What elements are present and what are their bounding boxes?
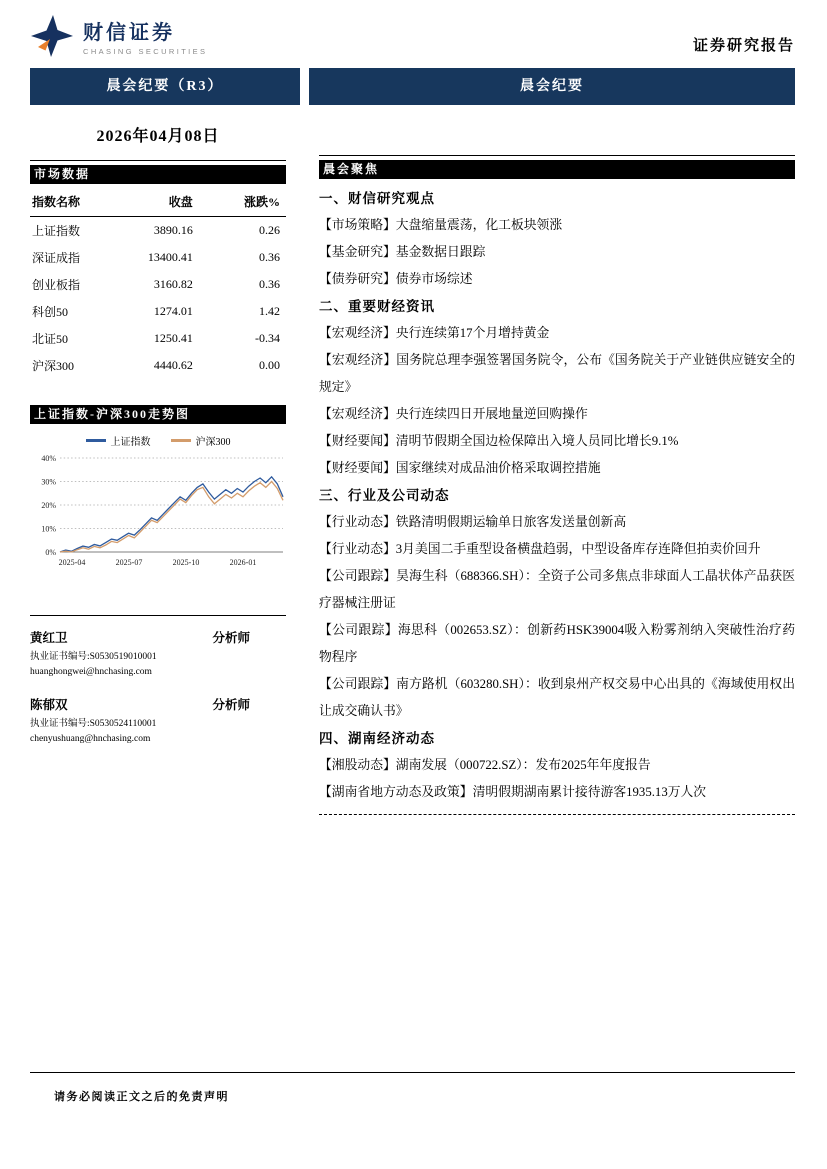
market-cell: 3890.16 bbox=[153, 223, 193, 237]
focus-item: 【公司跟踪】海思科（002653.SZ）：创新药HSK39004吸入粉雾剂纳入突破性治疗药物程序 bbox=[319, 623, 795, 664]
focus-item: 【行业动态】3月美国二手重型设备横盘趋弱，中型设备库存连降但拍卖价回升 bbox=[319, 542, 761, 556]
legend-swatch bbox=[171, 439, 191, 442]
market-table-row bbox=[30, 325, 286, 352]
focus-item: 【基金研究】基金数据日跟踪 bbox=[319, 245, 486, 259]
svg-text:0%: 0% bbox=[45, 547, 56, 557]
focus-item: 【市场策略】大盘缩量震荡，化工板块领涨 bbox=[319, 218, 563, 232]
focus-content bbox=[319, 185, 795, 806]
focus-item: 【公司跟踪】南方路机（603280.SH）：收到泉州产权交易中心出具的《海域使用权出让成交确认书》 bbox=[319, 677, 795, 718]
market-table-row bbox=[30, 271, 286, 298]
focus-section-heading: 四、湖南经济动态 bbox=[319, 731, 435, 746]
legend-item bbox=[86, 433, 151, 448]
compass-star-icon bbox=[30, 14, 74, 58]
focus-item: 【湖南省地方动态及政策】清明假期湖南累计接待游客1935.13万人次 bbox=[319, 785, 707, 799]
legend-label: 沪深300 bbox=[195, 437, 231, 448]
market-cell: 科创50 bbox=[32, 305, 69, 319]
market-cell: -0.34 bbox=[255, 331, 280, 345]
focus-section-heading: 三、行业及公司动态 bbox=[319, 488, 450, 503]
hairline-divider bbox=[30, 160, 286, 161]
title-banner bbox=[30, 68, 795, 105]
content-columns bbox=[30, 117, 795, 815]
svg-text:2025-07: 2025-07 bbox=[115, 558, 143, 567]
focus-item: 【宏观经济】央行连续四日开展地量逆回购操作 bbox=[319, 407, 588, 421]
market-cell: 沪深300 bbox=[32, 359, 75, 373]
market-col-header: 指数名称 bbox=[30, 188, 108, 217]
hairline-divider bbox=[319, 155, 795, 156]
chart-series-line bbox=[60, 477, 283, 552]
analyst-email: huanghongwei@hnchasing.com bbox=[30, 666, 152, 677]
focus-section-heading: 一、财信研究观点 bbox=[319, 191, 435, 206]
focus-item: 【行业动态】铁路清明假期运输单日旅客发送量创新高 bbox=[319, 515, 627, 529]
trend-chart-svg bbox=[30, 451, 286, 569]
svg-text:40%: 40% bbox=[41, 453, 56, 463]
chart-series-line bbox=[60, 482, 283, 553]
market-table-row bbox=[30, 298, 286, 325]
banner-left-title: 晨会纪要（R3） bbox=[30, 68, 300, 105]
market-cell: 4440.62 bbox=[153, 358, 193, 372]
focus-item: 【公司跟踪】昊海生科（688366.SH）：全资子公司多焦点非球面人工晶状体产品获医疗器械注册证 bbox=[319, 569, 795, 610]
market-cell: 0.36 bbox=[259, 277, 280, 291]
market-data-header: 市场数据 bbox=[30, 165, 286, 184]
focus-item: 【财经要闻】国家继续对成品油价格采取调控措施 bbox=[319, 461, 601, 475]
dashed-divider bbox=[319, 814, 795, 815]
market-data-table bbox=[30, 188, 286, 379]
brand-name-cn: 财信证券 bbox=[83, 22, 175, 44]
analyst-role: 分析师 bbox=[212, 631, 250, 645]
banner-right-title: 晨会纪要 bbox=[309, 68, 795, 105]
svg-text:2025-10: 2025-10 bbox=[172, 558, 200, 567]
disclaimer-text: 请务必阅读正文之后的免责声明 bbox=[54, 1091, 229, 1103]
svg-text:20%: 20% bbox=[41, 500, 56, 510]
market-cell: 创业板指 bbox=[32, 278, 81, 292]
market-cell: 1250.41 bbox=[153, 331, 193, 345]
market-cell: 上证指数 bbox=[32, 224, 81, 238]
svg-text:2026-01: 2026-01 bbox=[229, 558, 257, 567]
analyst-email: chenyushuang@hnchasing.com bbox=[30, 734, 151, 745]
focus-item: 【债券研究】债券市场综述 bbox=[319, 272, 473, 286]
focus-item: 【湘股动态】湖南发展（000722.SZ）：发布2025年年度报告 bbox=[319, 758, 651, 772]
analyst-card bbox=[30, 628, 286, 679]
focus-section-heading: 二、重要财经资讯 bbox=[319, 299, 435, 314]
right-column bbox=[319, 117, 795, 815]
focus-item: 【财经要闻】清明节假期全国边检保障出入境人员同比增长9.1% bbox=[319, 434, 679, 448]
report-date: 2026年04月08日 bbox=[96, 128, 220, 145]
focus-header: 晨会聚焦 bbox=[319, 160, 795, 179]
analyst-role: 分析师 bbox=[212, 698, 250, 713]
legend-item bbox=[171, 433, 231, 448]
market-cell: 北证50 bbox=[32, 332, 69, 346]
analyst-name: 陈郁双 bbox=[30, 698, 68, 713]
market-table-body bbox=[30, 217, 286, 380]
analyst-divider bbox=[30, 615, 286, 616]
market-cell: 0.36 bbox=[259, 250, 280, 264]
analysts-block bbox=[30, 628, 286, 747]
left-column bbox=[30, 117, 286, 815]
analyst-card bbox=[30, 695, 286, 746]
page-footer bbox=[30, 1072, 795, 1105]
analyst-name: 黄红卫 bbox=[30, 631, 68, 645]
report-type-label: 证券研究报告 bbox=[692, 38, 795, 54]
market-cell: 0.26 bbox=[259, 223, 280, 237]
market-cell: 3160.82 bbox=[153, 277, 193, 291]
market-table-header-row bbox=[30, 188, 286, 217]
market-col-header: 涨跌% bbox=[221, 188, 286, 217]
market-col-header: 收盘 bbox=[108, 188, 221, 217]
market-cell: 1274.01 bbox=[153, 304, 193, 318]
svg-text:10%: 10% bbox=[41, 524, 56, 534]
legend-label: 上证指数 bbox=[110, 437, 151, 448]
chart-legend bbox=[30, 433, 286, 448]
svg-text:2025-04: 2025-04 bbox=[58, 558, 86, 567]
report-header bbox=[0, 0, 827, 58]
analyst-cert: 执业证书编号:S0530519010001 bbox=[30, 652, 157, 662]
focus-item: 【宏观经济】央行连续第17个月增持黄金 bbox=[319, 326, 550, 340]
brand-name-en: CHASING SECURITIES bbox=[83, 47, 208, 56]
market-cell: 0.00 bbox=[259, 358, 280, 372]
market-table-row bbox=[30, 352, 286, 379]
svg-text:30%: 30% bbox=[41, 477, 56, 487]
market-cell: 13400.41 bbox=[147, 250, 193, 264]
analyst-cert: 执业证书编号:S0530524110001 bbox=[30, 719, 157, 730]
market-table-row bbox=[30, 217, 286, 245]
market-cell: 1.42 bbox=[259, 304, 280, 318]
brand-logo bbox=[30, 14, 207, 58]
brand-text bbox=[83, 16, 207, 56]
legend-swatch bbox=[86, 439, 106, 442]
market-table-row bbox=[30, 244, 286, 271]
focus-item: 【宏观经济】国务院总理李强签署国务院令，公布《国务院关于产业链供应链安全的规定》 bbox=[319, 353, 795, 394]
chart-title-bar: 上证指数-沪深300走势图 bbox=[30, 405, 286, 424]
market-cell: 深证成指 bbox=[32, 251, 81, 265]
